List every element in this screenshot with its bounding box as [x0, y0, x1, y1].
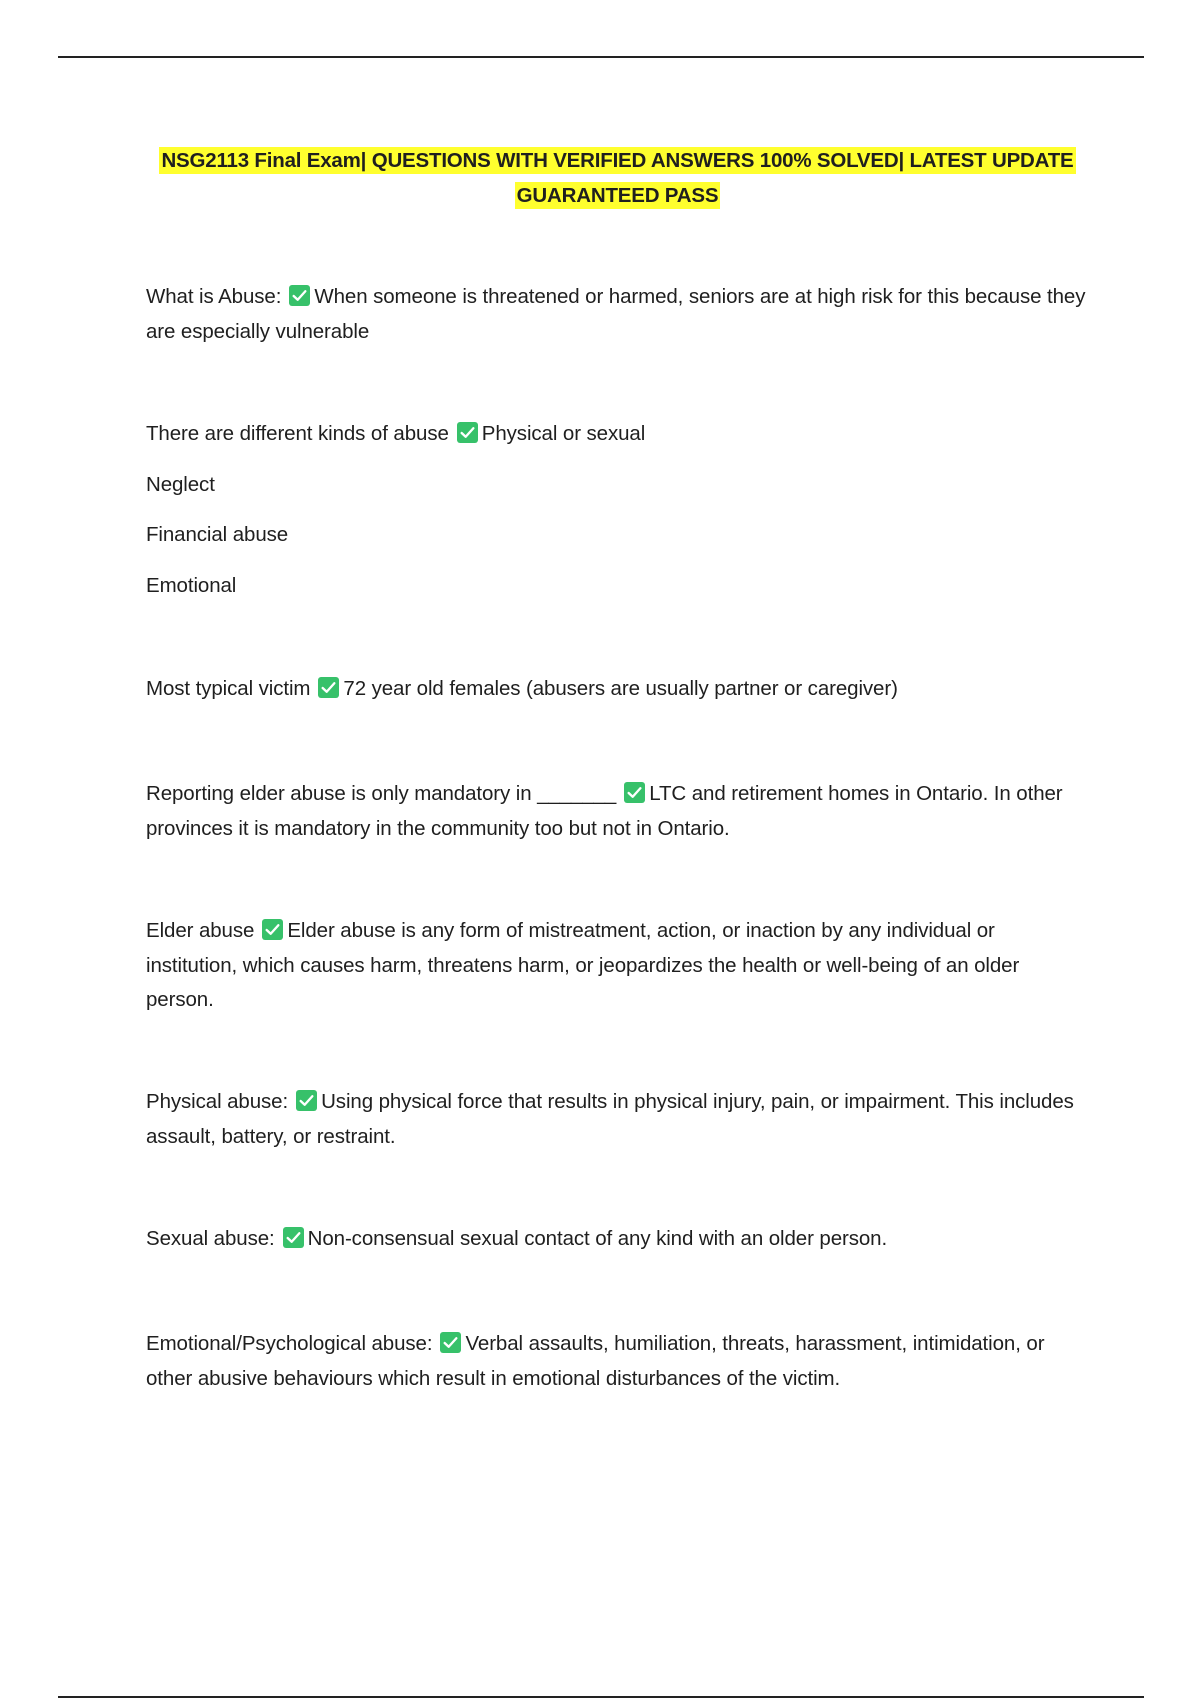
- qa-item-sexual-abuse: [146, 1222, 1090, 1257]
- question-text: What is Abuse:: [146, 285, 282, 308]
- check-mark-button-icon: [457, 422, 478, 443]
- check-mark-button-icon: [624, 782, 645, 803]
- qa-item-elder-abuse: [146, 914, 1090, 1018]
- answer-extra-line: Financial abuse: [146, 523, 289, 546]
- check-mark-button-icon: [262, 919, 283, 940]
- check-mark-button-icon: [440, 1332, 461, 1353]
- header-rule: [58, 56, 1144, 58]
- qa-item-reporting-mandatory: [146, 777, 1090, 846]
- question-text: Emotional/Psychological abuse:: [146, 1332, 433, 1355]
- qa-item-typical-victim: [146, 672, 1090, 707]
- answer-text: Non-consensual sexual contact of any kind with an older person.: [307, 1227, 888, 1250]
- document-title-text: NSG2113 Final Exam| QUESTIONS WITH VERIFIED ANSWERS 100% SOLVED| LATEST UPDATE GUARANTEED PASS: [161, 149, 1074, 207]
- question-text: There are different kinds of abuse: [146, 422, 449, 445]
- question-text: Elder abuse: [146, 919, 255, 942]
- question-text: Sexual abuse:: [146, 1227, 275, 1250]
- answer-text: 72 year old females (abusers are usually partner or caregiver): [343, 677, 898, 700]
- qa-item-physical-abuse: [146, 1085, 1090, 1154]
- qa-item-kinds-of-abuse: [146, 417, 1090, 603]
- answer-text: Physical or sexual: [481, 422, 646, 445]
- check-mark-button-icon: [296, 1090, 317, 1111]
- qa-item-what-is-abuse: [146, 280, 1090, 349]
- answer-extra-line: Neglect: [146, 472, 215, 496]
- qa-item-emotional-abuse: [146, 1327, 1090, 1396]
- answer-text: When someone is threatened or harmed, seniors are at high risk for this because they are especially vulnerable: [146, 285, 1086, 343]
- answer-text: Elder abuse is any form of mistreatment, action, or inaction by any individual or institution, which causes harm, threatens harm, or jeopardizes the health or well-being of an older person.: [146, 919, 1020, 1011]
- document-title: [140, 143, 1095, 213]
- answer-extra-line: Emotional: [146, 573, 237, 597]
- answer-text: Using physical force that results in physical injury, pain, or impairment. This includes assault, battery, or restraint.: [146, 1090, 1074, 1148]
- check-mark-button-icon: [318, 677, 339, 698]
- footer-rule: [58, 1696, 1144, 1698]
- check-mark-button-icon: [283, 1227, 304, 1248]
- answer-text: LTC and retirement homes in Ontario. In other provinces it is mandatory in the community too but not in Ontario.: [146, 782, 1063, 840]
- check-mark-button-icon: [289, 285, 310, 306]
- question-text: Physical abuse:: [146, 1090, 289, 1113]
- question-text: Reporting elder abuse is only mandatory in _______: [146, 782, 617, 805]
- answer-text: Verbal assaults, humiliation, threats, harassment, intimidation, or other abusive behaviours which result in emotional disturbances of the victim.: [146, 1332, 1045, 1390]
- question-text: Most typical victim: [146, 677, 311, 700]
